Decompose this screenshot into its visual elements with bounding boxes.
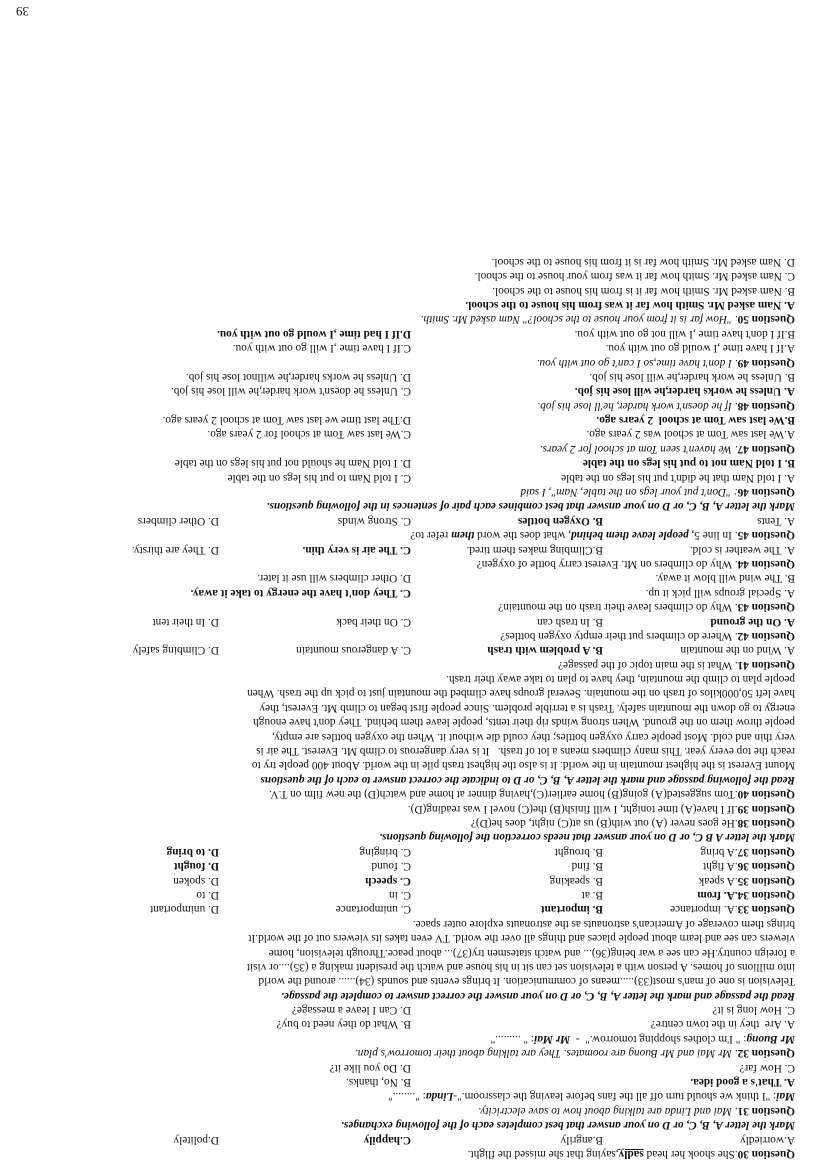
option-b[interactable]: B. speaking <box>549 874 603 887</box>
options-q49 <box>27 326 795 340</box>
option-b[interactable]: B. What do they need to buy? <box>276 1018 411 1031</box>
option-b[interactable]: B. In trash can <box>537 615 603 628</box>
question-number: Question 43 <box>737 601 795 614</box>
option-c[interactable]: C. A dangerous mountain <box>296 644 411 657</box>
option-d[interactable]: D. Do you like it? <box>329 1061 411 1074</box>
question-context: . Mai and Linda are talking about how to save electricity. <box>478 1104 738 1117</box>
question-number: Question 34 <box>737 888 795 901</box>
option-a[interactable]: A.We last saw Tom at school was 2 years ago. <box>586 428 795 441</box>
option-a[interactable]: A. I told Nam that he didn't put his legs on the table <box>561 471 795 484</box>
option-d[interactable]: D. I told Nam he should not put his legs on the table <box>174 457 411 470</box>
option-d[interactable]: D. unimportant <box>149 903 219 916</box>
passage-line: very thin and cold. Most people carry oxygen bottles; they could die without it. When the oxygen bottles are empty, <box>272 730 795 743</box>
passage-line: Television is one of man's most(33).....means of communication. It brings events and sounds (34)...... around the world <box>258 975 795 988</box>
options-q32 <box>27 1003 795 1017</box>
speaker: Mr Mai <box>534 1032 571 1045</box>
question-text: : "Don't put your legs on the table, Nam", I said <box>520 486 738 499</box>
question-text: .He goes never (A) out with(B) us at(C) night, does he(D)? <box>470 817 738 830</box>
question-31 <box>27 1103 795 1117</box>
option-d[interactable]: D. In their tent <box>152 615 219 628</box>
option-b[interactable]: B. The wind will blow it away. <box>655 572 795 585</box>
option-a[interactable]: A. On the ground <box>710 615 795 628</box>
option-d[interactable]: D. Other climbers will use it later. <box>257 572 411 585</box>
instruction-combine: Mark the letter A, B, C, or D on your answer that best combines each pair of sentences in the following questions. <box>266 500 795 513</box>
question-text: . If he doesn't work harder, he'll lose his job. <box>537 399 738 412</box>
dialogue-line: : "I think we should turn off all the fans before leaving the classroom."- <box>453 1090 777 1103</box>
question-text: , what does the word <box>474 529 571 542</box>
question-number: Question 45 <box>737 529 795 542</box>
question-number: Question 42 <box>737 629 795 642</box>
option-b[interactable]: B. I told Nam not to put his legs on the table <box>582 457 795 470</box>
question-43 <box>27 600 795 614</box>
option-c[interactable]: C. bringing <box>359 845 411 858</box>
passage-line: people plan to climb the mountain, they have to plan to take away their trash. <box>446 673 795 686</box>
question-text: . "How far is it from your house to the school?" Nam asked Mr. Smith. <box>420 313 738 326</box>
passage-line: energy to go down the mountain safely. Trash is a terrible problem. Since people first began to climb Mt. Everest, they <box>259 701 795 714</box>
quoted-word: them <box>451 529 475 542</box>
passage-line: reach the top every year. This many climbers means a lot of trash. It is very dangerous to climb Mt. Everest. The air is <box>256 745 795 758</box>
question-text: . Where do climbers put their empty oxygen bottles? <box>500 629 738 642</box>
question-text: .She shook her head <box>643 1148 738 1160</box>
option-c[interactable]: C.We last saw Tom at school for 2 years ago. <box>207 428 411 441</box>
question-44 <box>27 557 795 571</box>
question-50 <box>27 312 795 326</box>
question-text: .Tom suggested(A) going(B) home earlier(C),having dinner at home and watch(D) the new film on T.V. <box>269 788 738 801</box>
options-q32 <box>27 1017 795 1031</box>
option-b[interactable]: B.angrily <box>560 1133 603 1146</box>
option-b[interactable]: B. A problem with trash <box>487 644 603 657</box>
underlined-word: sadly <box>618 1148 644 1160</box>
question-number: Question 46 <box>737 486 795 499</box>
q37-a <box>603 844 795 858</box>
question-number: Question 32 <box>737 1047 795 1060</box>
option-c[interactable]: C. Nam asked Mr. Smith how far it was from your house to the school. <box>474 270 795 283</box>
passage-line: into millions of homes. A person with a television set can sit in his house and watch the president making a (35)....or visit <box>246 960 795 973</box>
question-number: Question 38 <box>737 817 795 830</box>
q33-a <box>603 902 795 916</box>
question-number: Question 40 <box>737 788 795 801</box>
passage-line: a foreign country.He can see a war being(36)... and watch statesmen try(37)... about peace.Through television, home <box>268 946 795 959</box>
option-d[interactable]: D.If I had time ,I would go out with you. <box>217 327 411 340</box>
option-d[interactable]: D. spoken <box>173 874 219 887</box>
q35-a <box>603 873 795 887</box>
question-47 <box>27 441 795 455</box>
option-d[interactable]: D. They are thirsty. <box>131 543 219 556</box>
option-c[interactable]: C. How far? <box>739 1061 795 1074</box>
option-d[interactable]: D. Climbing safely <box>132 644 219 657</box>
options-q48 <box>27 384 795 398</box>
question-text: . Why do climbers leave their trash on the mountain? <box>498 601 738 614</box>
option-b[interactable]: B. find <box>571 860 603 873</box>
options-q49 <box>27 341 795 355</box>
q34-a <box>603 888 795 902</box>
question-context: . Mr Mai and Mr Buong are roomates. They are talking about their tomorrow's plan. <box>354 1047 738 1060</box>
question-number: Question 30 <box>737 1148 795 1160</box>
option-a[interactable]: .A bring <box>700 845 738 858</box>
options-q31 <box>27 1060 795 1074</box>
question-35 <box>27 873 795 887</box>
question-39 <box>27 801 795 815</box>
option-a[interactable]: .A speak <box>698 874 738 887</box>
passage-line: people throw them on the ground. When strong winds rip their tents, people leave them behind. They don't have enough <box>253 716 795 729</box>
option-a[interactable]: A.worriedly <box>740 1133 795 1146</box>
question-33 <box>27 902 795 916</box>
speaker: Mr Buong <box>746 1032 795 1045</box>
question-text: ,saying that she missed the flight. <box>467 1148 619 1160</box>
option-d[interactable]: D. Other climbers <box>137 514 219 527</box>
question-37 <box>27 844 795 858</box>
option-c[interactable]: C. How long is it? <box>712 1004 795 1017</box>
option-c[interactable]: C. The air is very thin. <box>302 543 411 556</box>
option-c[interactable]: C. Strong winds <box>337 514 411 527</box>
dialogue-blank: : " ........." <box>490 1032 535 1045</box>
q32-dialogue <box>27 1031 795 1045</box>
question-number: Question 33 <box>737 903 795 916</box>
option-a[interactable]: .A. from <box>697 888 738 901</box>
question-text: refer to? <box>410 529 452 542</box>
option-a[interactable]: A.If I have time ,I would go out with you. <box>605 342 795 355</box>
question-text: . What is the main topic of the passage? <box>558 658 738 671</box>
quoted-phrase: people leave them behind <box>570 529 689 542</box>
passage-line: brings them coverage of American's astronauts as the astronauts explore outer space. <box>412 917 795 930</box>
option-d[interactable]: D. Nam asked Mr. Smith how far is it from his house to the school. <box>491 255 795 268</box>
options-q48 <box>27 370 795 384</box>
page-number: 39 <box>16 4 29 20</box>
option-b[interactable]: B. No, thanks. <box>346 1076 411 1089</box>
question-text: . I don't have time,so I can't go out with you. <box>536 356 738 369</box>
option-b[interactable]: B. important <box>540 903 603 916</box>
dialogue-blank: : "........" <box>388 1090 426 1103</box>
option-c[interactable]: C. I told Nam to put his legs on the table <box>227 471 411 484</box>
option-b[interactable]: B. at <box>581 888 603 901</box>
option-a[interactable]: A. Tents <box>757 514 795 527</box>
question-40 <box>27 787 795 801</box>
passage-line: Mount Everest is the highest mountain in the world. It is also the highest trash pile in the world. About 400 people try to <box>251 759 795 772</box>
option-a[interactable]: .A. importance <box>670 903 738 916</box>
options-q46 <box>27 470 795 484</box>
option-b[interactable]: B. Nam asked Mr. Smith how far it is from his house to the school. <box>492 284 795 297</box>
question-number: Question 44 <box>737 557 795 570</box>
question-text: .If I have(A) time tonight, I will finish(B) the(C) novel I was reading(D). <box>407 802 738 815</box>
instruction-passage-2: Read the following passage and mark the letter A, B, C, or D to indicate the correct answer to each of the questions <box>260 773 795 786</box>
option-a[interactable]: A. Unless he works harder,he will lose his job. <box>574 385 795 398</box>
question-49 <box>27 355 795 369</box>
question-45 <box>27 528 795 542</box>
option-b[interactable]: B.Climbing makes them tired. <box>466 543 603 556</box>
options-q43 <box>27 571 795 585</box>
option-b[interactable]: B. Unless he work harder,he will lose his job. <box>589 370 795 383</box>
option-c[interactable]: C. in <box>389 888 411 901</box>
option-a[interactable]: A. Special groups will pick it up. <box>645 586 795 599</box>
question-number: Question 49 <box>737 356 795 369</box>
options-q30 <box>27 1132 795 1146</box>
option-b[interactable]: B. brought <box>554 845 603 858</box>
question-46 <box>27 485 795 499</box>
option-d[interactable]: D. to <box>196 888 219 901</box>
exam-content <box>27 254 795 1161</box>
options-q42 <box>27 614 795 628</box>
question-number: Question 36 <box>737 860 795 873</box>
passage-line: have left 50,000kilos of trash on the mountain. Several groups have climbed the mountain just to pick up the trash. When <box>247 687 795 700</box>
question-number: Question 47 <box>737 442 795 455</box>
question-32 <box>27 1046 795 1060</box>
passage-2 <box>27 672 795 773</box>
option-b[interactable]: B.We last saw Tom at school 2 years ago. <box>596 414 795 427</box>
question-30 <box>27 1147 795 1161</box>
question-42 <box>27 629 795 643</box>
option-d[interactable]: D. Can I leave a message? <box>291 1004 411 1017</box>
instruction-error: Mark the letter A B C, or D on your answer that needs correction the following questions. <box>379 831 795 844</box>
question-41 <box>27 657 795 671</box>
question-38 <box>27 816 795 830</box>
options-q31 <box>27 1075 795 1089</box>
instruction-passage-1: Read the passage and mark the letter A, B, C, or D on your answer the correct answer to complete the passage. <box>281 989 795 1002</box>
speaker: Linda <box>425 1090 454 1103</box>
options-q44 <box>27 542 795 556</box>
option-a[interactable]: A. That's a good idea. <box>690 1076 795 1089</box>
question-number: Question 37 <box>737 845 795 858</box>
option-d[interactable]: D.The last time we last saw Tom at school 2 years ago. <box>162 414 411 427</box>
question-text: . Why do climbers on Mt. Everest carry bottle of oxygen? <box>476 557 738 570</box>
option-b[interactable]: B.If I don't have time ,I will not go out with you. <box>574 327 795 340</box>
option-d[interactable]: D. Unless he works harder,he willnot lose his job. <box>185 370 411 383</box>
option-d[interactable]: D. to bring <box>166 845 219 858</box>
options-q47 <box>27 413 795 427</box>
question-34 <box>27 888 795 902</box>
options-q46 <box>27 456 795 470</box>
question-number: Question 31 <box>737 1104 795 1117</box>
options-q41 <box>27 643 795 657</box>
options-q43 <box>27 585 795 599</box>
option-b[interactable]: B. Oxygen bottles <box>517 514 603 527</box>
passage-line: viewers can see and learn about people places and things all over the world. TV even takes its viewers out of the world.It <box>248 932 795 945</box>
option-a[interactable]: A. Are they in the town centre? <box>650 1018 795 1031</box>
q31-dialogue <box>27 1089 795 1103</box>
dialogue-line: : " I'm clothes shopping tomorrow." - <box>570 1032 747 1045</box>
question-number: Question 41 <box>737 658 795 671</box>
option-c[interactable]: C. They don't have the energy to take it away. <box>190 586 411 599</box>
question-48 <box>27 398 795 412</box>
option-d[interactable]: D.politely <box>173 1133 219 1146</box>
options-q47 <box>27 427 795 441</box>
option-a[interactable]: .A fight <box>703 860 738 873</box>
question-number: Question 35 <box>737 874 795 887</box>
option-c[interactable]: C. unimportance <box>335 903 411 916</box>
options-q45 <box>27 513 795 527</box>
speaker: Mai <box>776 1090 795 1103</box>
question-number: Question 39 <box>737 802 795 815</box>
option-a[interactable]: A. Nam asked Mr. Smith how far it was from his house to the school. <box>465 298 795 311</box>
option-c[interactable]: C. speech <box>365 874 411 887</box>
option-a[interactable]: A. Wind on the mountain <box>680 644 795 657</box>
option-c[interactable]: C. Unless he doesn't work harder,he will lose his job. <box>170 385 411 398</box>
question-text: . In line 5, <box>688 529 738 542</box>
passage-1 <box>27 916 795 988</box>
option-c[interactable]: C.happily <box>363 1133 411 1146</box>
question-number: Question 50 <box>737 313 795 326</box>
question-text: . We haven't seen Tom at school for 2 years. <box>539 442 738 455</box>
option-c[interactable]: C. On their back <box>336 615 411 628</box>
option-c[interactable]: C. found <box>371 860 411 873</box>
question-36 <box>27 859 795 873</box>
option-a[interactable]: A. The weather is cold. <box>689 543 795 556</box>
option-c[interactable]: C.If I have time ,I will go out with you. <box>232 342 411 355</box>
instruction-exchanges: Mark the letter A, B, C, or D on your answer that best completes each of the following exchanges. <box>341 1119 795 1132</box>
q36-a <box>603 859 795 873</box>
question-number: Question 48 <box>737 399 795 412</box>
option-d[interactable]: D. fought <box>173 860 219 873</box>
